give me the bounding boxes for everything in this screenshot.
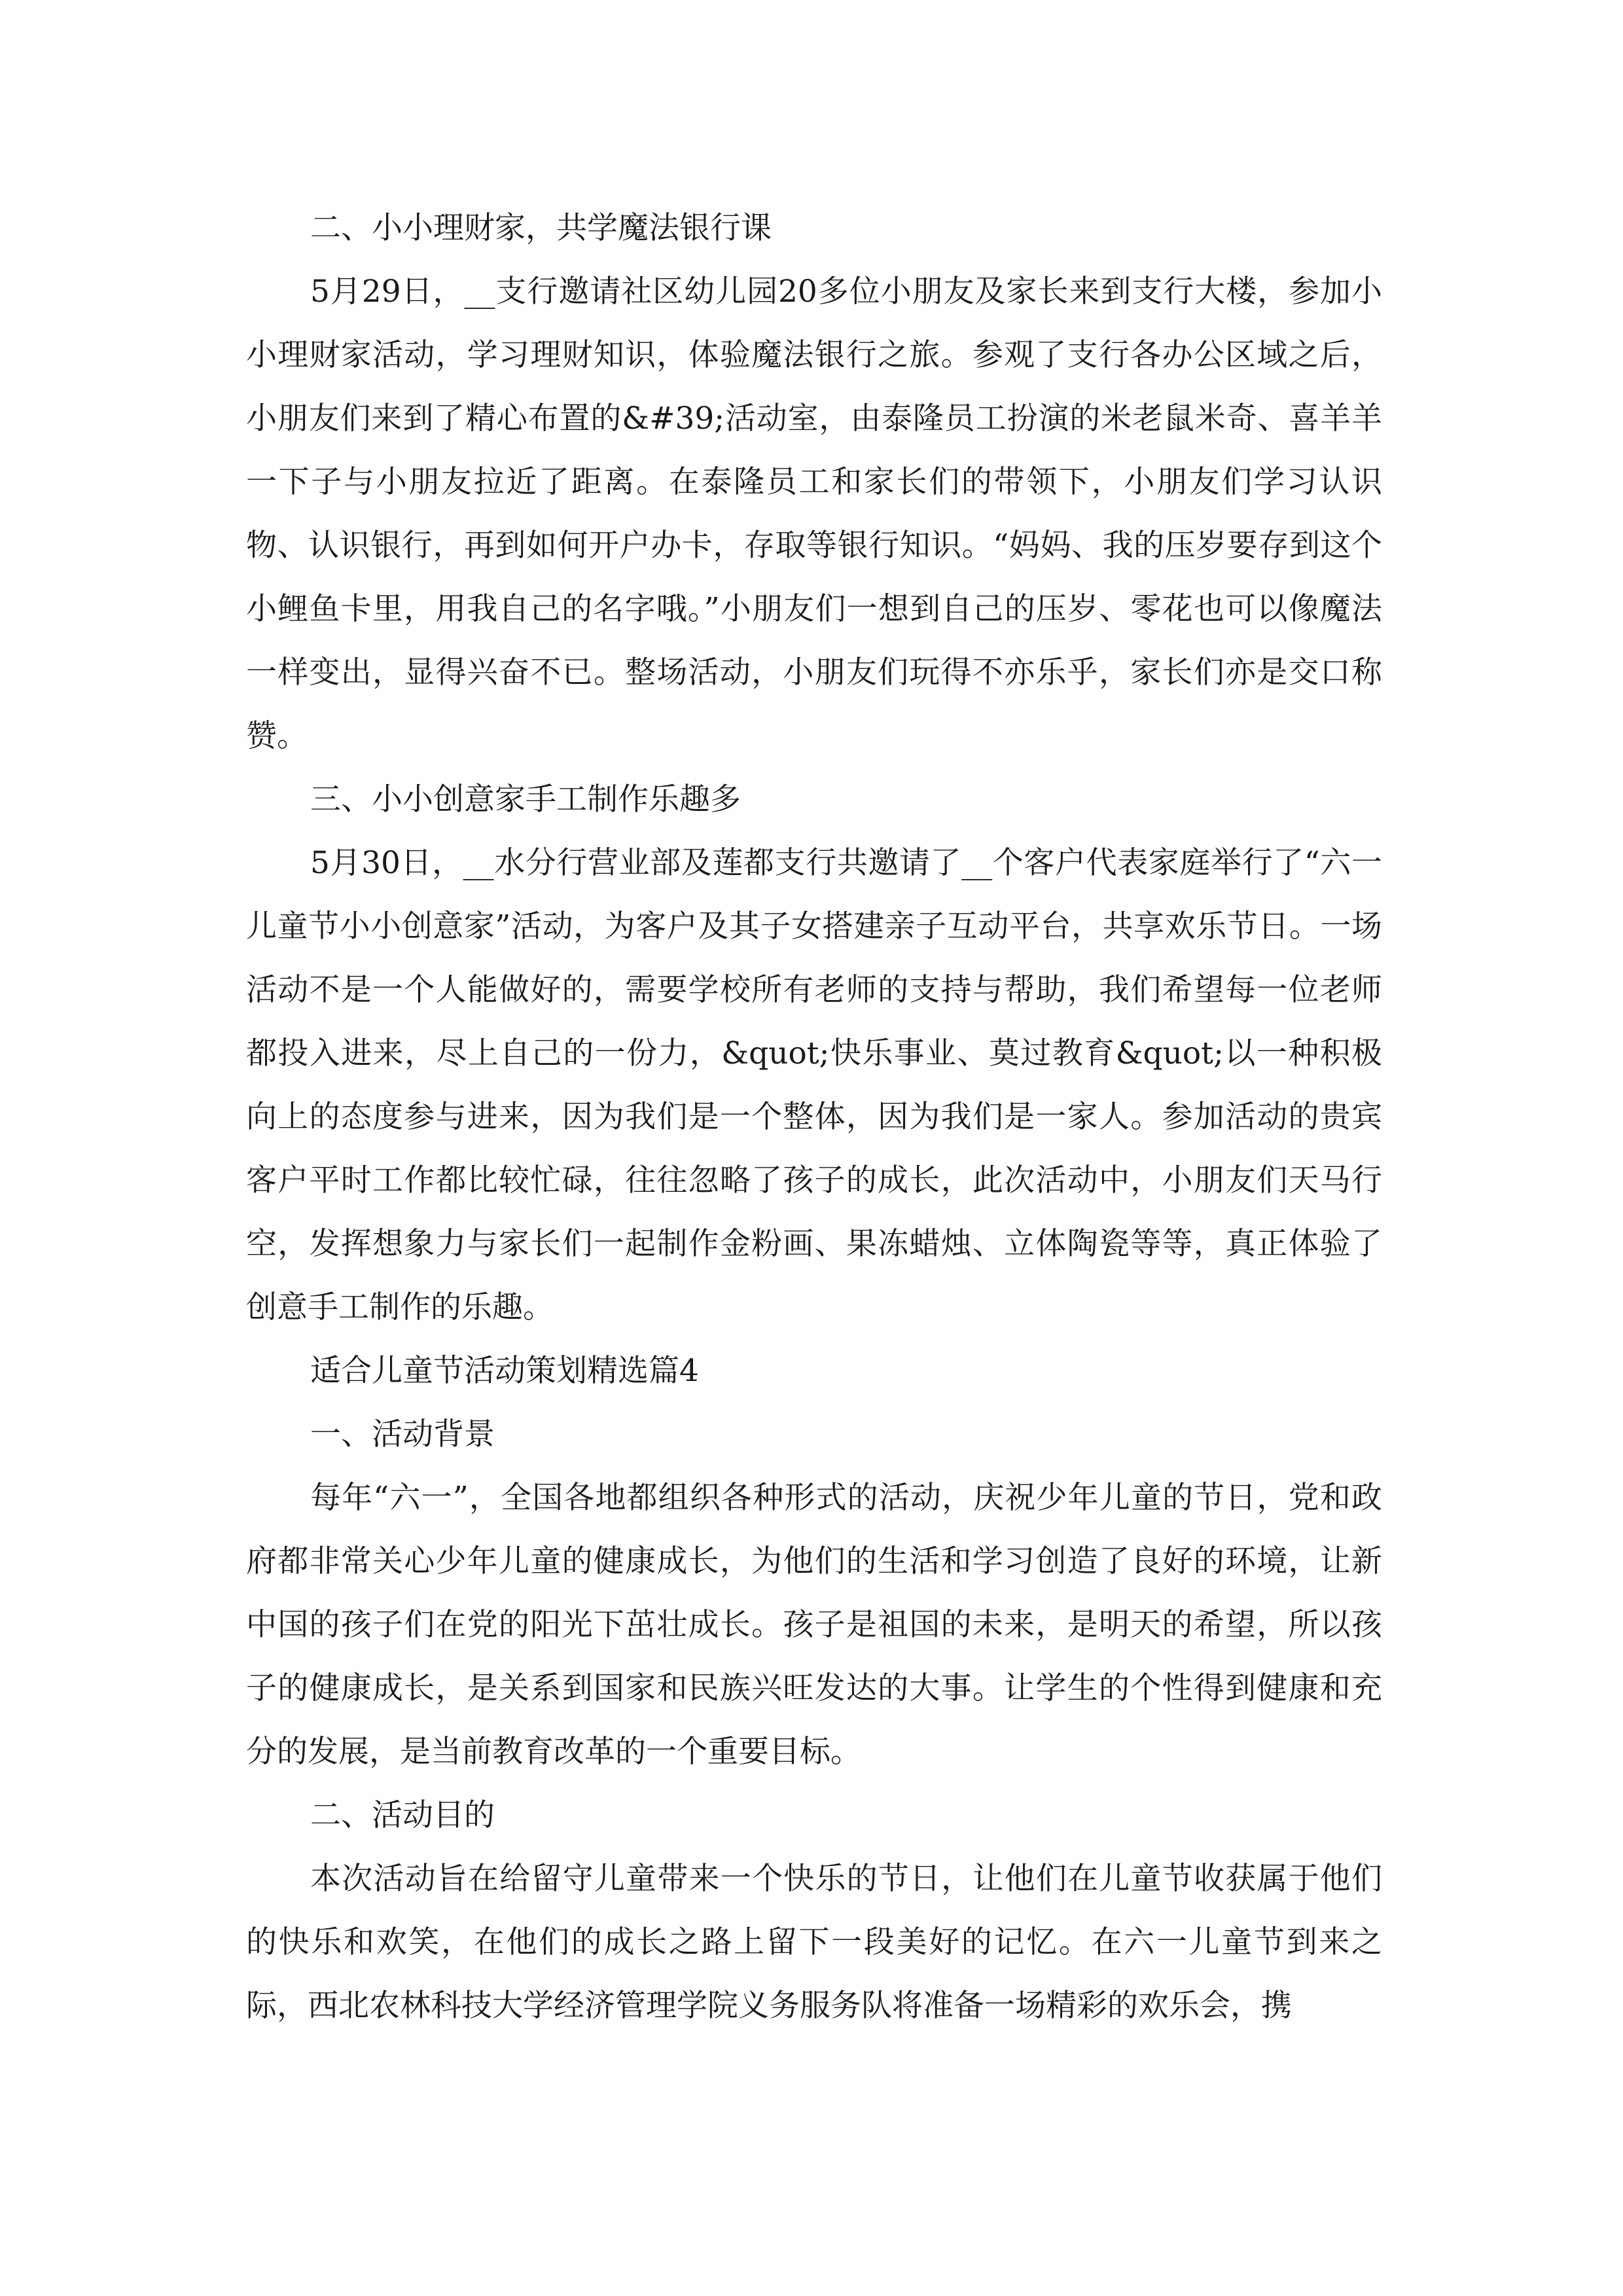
section-heading-purpose: 二、活动目的 — [310, 1797, 495, 1833]
paragraph-purpose: 本次活动旨在给留守儿童带来一个快乐的节日，让他们在儿童节收获属于他们的快乐和欢笑，在他们的成长之路上留下一段美好的记忆。在六一儿童节到来之际，西北农林科技大学经济管理学院义务服务队将准备一场精彩的欢乐会，携 — [246, 1861, 1382, 2024]
paragraph-background: 每年“六一”，全国各地都组织各种形式的活动，庆祝少年儿童的节日，党和政府都非常关心少年儿童的健康成长，为他们的生活和学习创造了良好的环境，让新中国的孩子们在党的阳光下茁壮成长。孩子是祖国的未来，是明天的希望，所以孩子的健康成长，是关系到国家和民族兴旺发达的大事。让学生的个性得到健康和充分的发展，是当前教育改革的一个重要目标。 — [246, 1480, 1382, 1770]
section-heading-wealth: 二、小小理财家，共学魔法银行课 — [310, 210, 772, 246]
section-heading-creative: 三、小小创意家手工制作乐趣多 — [310, 781, 741, 817]
document-body — [246, 196, 1382, 2037]
section-heading-background: 一、活动背景 — [310, 1416, 495, 1452]
article-title: 适合儿童节活动策划精选篇4 — [310, 1353, 699, 1389]
paragraph-creative-activity: 5月30日，__水分行营业部及莲都支行共邀请了__个客户代表家庭举行了“六一儿童节小小创意家”活动，为客户及其子女搭建亲子互动平台，共享欢乐节日。一场活动不是一个人能做好的，需要学校所有老师的支持与帮助，我们希望每一位老师都投入进来，尽上自己的一份力，&quot;快乐事业、莫过教育&quot;以一种积极向上的态度参与进来，因为我们是一个整体，因为我们是一家人。参加活动的贵宾客户平时工作都比较忙碌，往往忽略了孩子的成长，此次活动中，小朋友们天马行空，发挥想象力与家长们一起制作金粉画、果冻蜡烛、立体陶瓷等等，真正体验了创意手工制作的乐趣。 — [246, 845, 1382, 1325]
paragraph-wealth-activity: 5月29日，__支行邀请社区幼儿园20多位小朋友及家长来到支行大楼，参加小小理财家活动，学习理财知识，体验魔法银行之旅。参观了支行各办公区域之后，小朋友们来到了精心布置的&#39;活动室，由泰隆员工扮演的米老鼠米奇、喜羊羊一下子与小朋友拉近了距离。在泰隆员工和家长们的带领下，小朋友们学习认识物、认识银行，再到如何开户办卡，存取等银行知识。“妈妈、我的压岁要存到这个小鲤鱼卡里，用我自己的名字哦。”小朋友们一想到自己的压岁、零花也可以像魔法一样变出，显得兴奋不已。整场活动，小朋友们玩得不亦乐乎，家长们亦是交口称赞。 — [246, 274, 1382, 754]
